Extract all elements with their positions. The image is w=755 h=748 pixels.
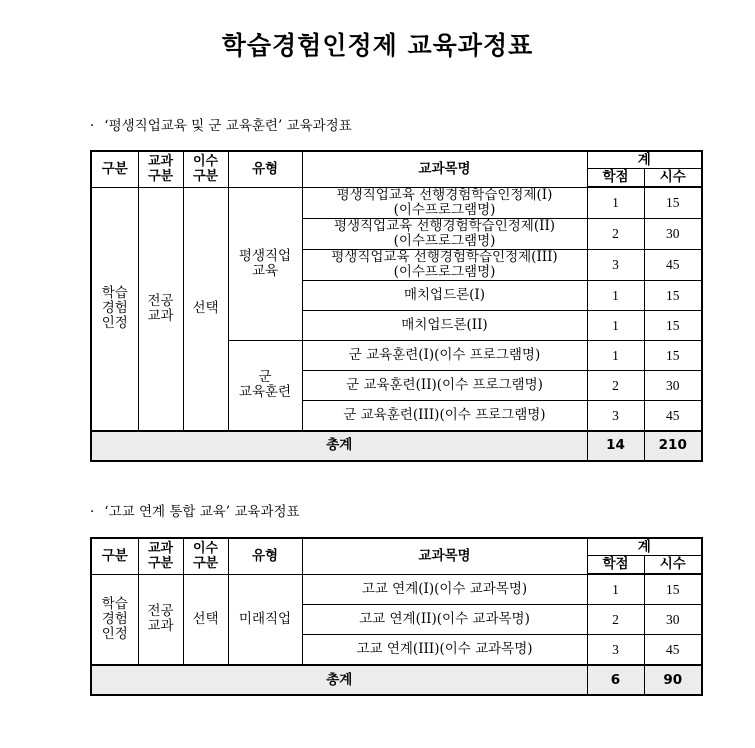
hours-cell: 15 [644,310,702,340]
total-credit: 6 [587,665,644,695]
header-hours: 시수 [644,556,702,575]
section2-caption [90,500,300,520]
credit-cell: 2 [587,370,644,400]
group-cell: 학습 경험 인정 [91,187,138,431]
header-type: 유형 [228,538,302,574]
isu-cell: 선택 [183,574,228,665]
subject-cell: 군 교육훈련(II)(이수 프로그램명) [302,370,587,400]
bullet: · [90,504,95,520]
subject-cell: 군 교육훈련(I)(이수 프로그램명) [302,340,587,370]
total-label: 총계 [91,665,587,695]
header-gye: 계 [587,151,702,169]
section1-caption [90,114,352,134]
credit-cell: 1 [587,187,644,218]
subject-cell: 고교 연계(I)(이수 교과목명) [302,574,587,605]
subject-cell: 평생직업교육 선행경험학습인정제(II) (이수프로그램명) [302,218,587,249]
category-cell: 전공 교과 [138,574,183,665]
header-isu: 이수 구분 [183,151,228,187]
header-gubun: 구분 [91,151,138,187]
total-label: 총계 [91,431,587,461]
credit-cell: 1 [587,280,644,310]
hours-cell: 30 [644,605,702,635]
subject-cell: 평생직업교육 선행경험학습인정제(III) (이수프로그램명) [302,249,587,280]
hours-cell: 30 [644,218,702,249]
header-subject: 교과목명 [302,151,587,187]
hours-cell: 45 [644,400,702,431]
header-isu: 이수 구분 [183,538,228,574]
hours-cell: 45 [644,249,702,280]
header-subject: 교과목명 [302,538,587,574]
curriculum-table-1 [90,150,703,462]
header-gyogwa: 교과 구분 [138,538,183,574]
credit-cell: 3 [587,635,644,666]
credit-cell: 2 [587,218,644,249]
group-cell: 학습 경험 인정 [91,574,138,665]
hours-cell: 15 [644,340,702,370]
subject-cell: 평생직업교육 선행경험학습인정제(I) (이수프로그램명) [302,187,587,218]
page-title: 학습경험인정제 교육과정표 [221,31,534,60]
header-hours: 시수 [644,169,702,188]
header-gyogwa: 교과 구분 [138,151,183,187]
credit-cell: 1 [587,340,644,370]
header-gye: 계 [587,538,702,556]
hours-cell: 15 [644,280,702,310]
hours-cell: 15 [644,574,702,605]
credit-cell: 1 [587,310,644,340]
total-hours: 210 [644,431,702,461]
subject-cell: 고교 연계(II)(이수 교과목명) [302,605,587,635]
credit-cell: 3 [587,249,644,280]
isu-cell: 선택 [183,187,228,431]
subject-cell: 고교 연계(III)(이수 교과목명) [302,635,587,666]
hours-cell: 45 [644,635,702,666]
type-cell: 미래직업 [228,574,302,665]
credit-cell: 3 [587,400,644,431]
caption-text: ‘고교 연계 통합 교육’ 교육과정표 [104,504,300,520]
subject-cell: 군 교육훈련(III)(이수 프로그램명) [302,400,587,431]
credit-cell: 2 [587,605,644,635]
hours-cell: 15 [644,187,702,218]
type-cell: 평생직업 교육 [228,187,302,340]
total-hours: 90 [644,665,702,695]
subject-cell: 매치업드론(I) [302,280,587,310]
bullet: · [90,118,95,134]
type-cell: 군 교육훈련 [228,340,302,431]
subject-cell: 매치업드론(II) [302,310,587,340]
header-credit: 학점 [587,556,644,575]
total-credit: 14 [587,431,644,461]
category-cell: 전공 교과 [138,187,183,431]
hours-cell: 30 [644,370,702,400]
header-gubun: 구분 [91,538,138,574]
caption-text: ‘평생직업교육 및 군 교육훈련’ 교육과정표 [104,118,352,134]
curriculum-table-2 [90,537,703,696]
header-credit: 학점 [587,169,644,188]
header-type: 유형 [228,151,302,187]
credit-cell: 1 [587,574,644,605]
